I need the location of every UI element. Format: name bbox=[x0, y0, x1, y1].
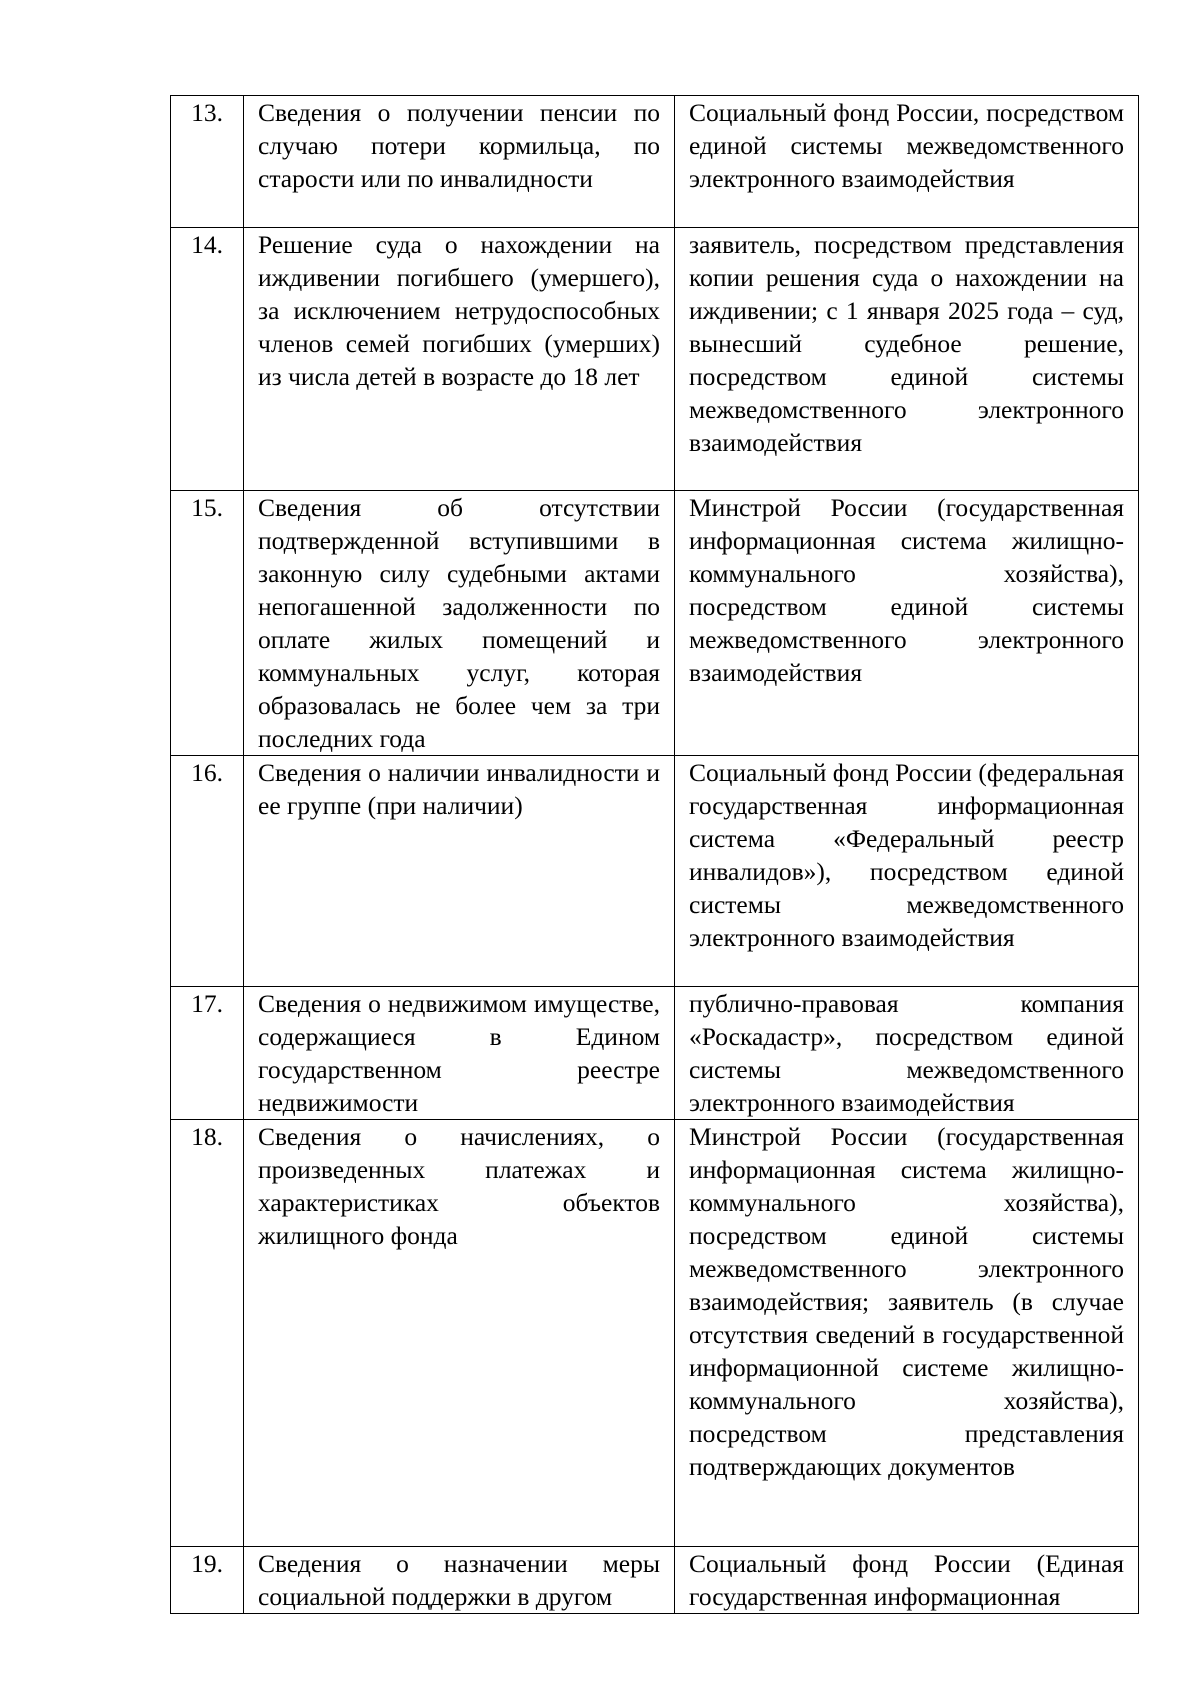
row-number: 18. bbox=[171, 1120, 244, 1547]
document-source: заявитель, посредством представления копии решения суда о нахождении на иждивении; с 1 января 2025 года – суд, вынесший судебное решение, посредством единой системы межведомственного электронного взаимодействия bbox=[675, 228, 1139, 491]
table-row bbox=[171, 987, 1139, 1120]
row-number: 17. bbox=[171, 987, 244, 1120]
document-source: Социальный фонд России, посредством единой системы межведомственного электронного взаимодействия bbox=[675, 96, 1139, 228]
document-description: Сведения о назначении меры социальной поддержки в другом bbox=[244, 1547, 675, 1614]
document-source: публично-правовая компания «Роскадастр», посредством единой системы межведомственного электронного взаимодействия bbox=[675, 987, 1139, 1120]
row-number: 16. bbox=[171, 756, 244, 987]
row-number: 13. bbox=[171, 96, 244, 228]
document-source: Социальный фонд России (Единая государственная информационная bbox=[675, 1547, 1139, 1614]
table-row bbox=[171, 1547, 1139, 1614]
document-source: Минстрой России (государственная информационная система жилищно-коммунального хозяйства), посредством единой системы межведомственного электронного взаимодействия; заявитель (в случае отсутствия сведений в государственной информационной системе жилищно-коммунального хозяйства), посредством представления подтверждающих документов bbox=[675, 1120, 1139, 1547]
document-description: Сведения о наличии инвалидности и ее группе (при наличии) bbox=[244, 756, 675, 987]
document-description: Сведения о недвижимом имуществе, содержащиеся в Едином государственном реестре недвижимости bbox=[244, 987, 675, 1120]
document-description: Решение суда о нахождении на иждивении погибшего (умершего), за исключением нетрудоспособных членов семей погибших (умерших) из числа детей в возрасте до 18 лет bbox=[244, 228, 675, 491]
table-row bbox=[171, 1120, 1139, 1547]
document-source: Минстрой России (государственная информационная система жилищно-коммунального хозяйства), посредством единой системы межведомственного электронного взаимодействия bbox=[675, 491, 1139, 756]
row-number: 19. bbox=[171, 1547, 244, 1614]
table-row bbox=[171, 228, 1139, 491]
row-number: 15. bbox=[171, 491, 244, 756]
table-row bbox=[171, 96, 1139, 228]
documents-table bbox=[170, 95, 1139, 1614]
table-row bbox=[171, 491, 1139, 756]
document-source: Социальный фонд России (федеральная государственная информационная система «Федеральный реестр инвалидов»), посредством единой системы межведомственного электронного взаимодействия bbox=[675, 756, 1139, 987]
document-description: Сведения о получении пенсии по случаю потери кормильца, по старости или по инвалидности bbox=[244, 96, 675, 228]
row-number: 14. bbox=[171, 228, 244, 491]
table-row bbox=[171, 756, 1139, 987]
document-description: Сведения о начислениях, о произведенных платежах и характеристиках объектов жилищного фонда bbox=[244, 1120, 675, 1547]
document-description: Сведения об отсутствии подтвержденной вступившими в законную силу судебными актами непогашенной задолженности по оплате жилых помещений и коммунальных услуг, которая образовалась не более чем за три последних года bbox=[244, 491, 675, 756]
